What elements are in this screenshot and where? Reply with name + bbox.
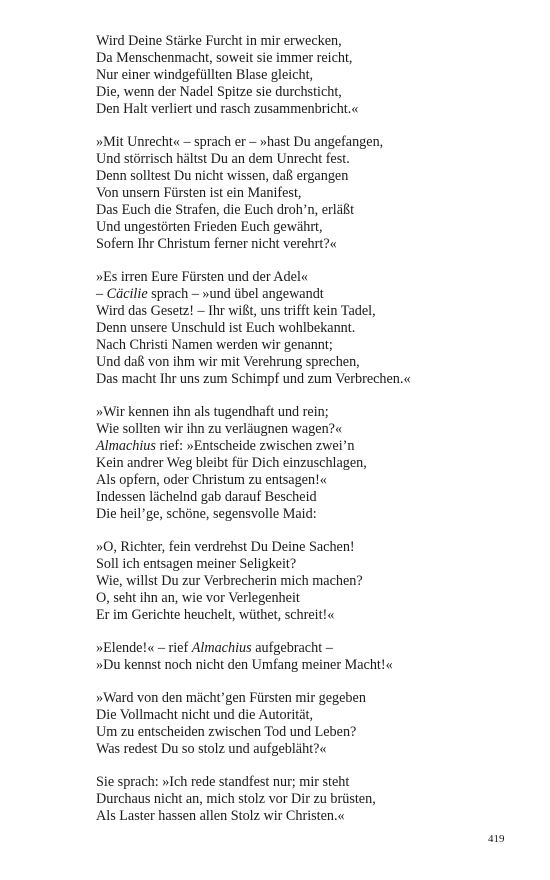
verse-text: Sofern Ihr Christum ferner nicht verehrt?« bbox=[96, 236, 337, 252]
verse-line bbox=[96, 741, 526, 758]
verse-line bbox=[96, 320, 526, 337]
verse-text: Was redest Du so stolz und aufgebläht?« bbox=[96, 741, 327, 757]
verse-text: Indessen lächelnd gab darauf Bescheid bbox=[96, 489, 317, 505]
verse-line bbox=[96, 607, 526, 624]
verse-text: »Mit Unrecht« – sprach er – »hast Du angefangen, bbox=[96, 134, 384, 150]
verse-line bbox=[96, 134, 526, 151]
verse-text: rief: »Entscheide zwischen zwei’n bbox=[155, 438, 355, 454]
verse-line bbox=[96, 185, 526, 202]
verse-line bbox=[96, 219, 526, 236]
verse-text: »O, Richter, fein verdrehst Du Deine Sachen! bbox=[96, 539, 355, 555]
verse-text: Nur einer windgefüllten Blase gleicht, bbox=[96, 67, 314, 83]
verse-line bbox=[96, 573, 526, 590]
verse-line bbox=[96, 67, 526, 84]
stanza bbox=[96, 640, 526, 674]
verse-line bbox=[96, 539, 526, 556]
verse-line bbox=[96, 657, 526, 674]
verse-line bbox=[96, 286, 526, 303]
verse-line bbox=[96, 489, 526, 506]
stanza bbox=[96, 539, 526, 624]
verse-line bbox=[96, 33, 526, 50]
verse-line bbox=[96, 455, 526, 472]
italic-name: Cäcilie bbox=[106, 286, 148, 302]
verse-line bbox=[96, 50, 526, 67]
verse-text: Die heil’ge, schöne, segensvolle Maid: bbox=[96, 506, 317, 522]
verse-text: Als opfern, oder Christum zu entsagen!« bbox=[96, 472, 327, 488]
verse-line bbox=[96, 774, 526, 791]
verse-text: Kein andrer Weg bleibt für Dich einzuschlagen, bbox=[96, 455, 367, 471]
verse-text: »Wir kennen ihn als tugendhaft und rein; bbox=[96, 404, 329, 420]
stanza bbox=[96, 33, 526, 118]
page-number: 419 bbox=[488, 833, 505, 845]
verse-text: aufgebracht – bbox=[251, 640, 333, 656]
verse-text: Sie sprach: »Ich rede standfest nur; mir steht bbox=[96, 774, 350, 790]
verse-line bbox=[96, 421, 526, 438]
verse-text: Von unsern Fürsten ist ein Manifest, bbox=[96, 185, 302, 201]
verse-line bbox=[96, 303, 526, 320]
verse-text: Soll ich entsagen meiner Seligkeit? bbox=[96, 556, 297, 572]
verse-line bbox=[96, 690, 526, 707]
verse-text: Das Euch die Strafen, die Euch droh’n, erläßt bbox=[96, 202, 355, 218]
verse-text: Durchaus nicht an, mich stolz vor Dir zu brüsten, bbox=[96, 791, 376, 807]
verse-line bbox=[96, 472, 526, 489]
verse-text: – bbox=[96, 286, 107, 302]
verse-line bbox=[96, 438, 526, 455]
verse-line bbox=[96, 236, 526, 253]
verse-text: Nach Christi Namen werden wir genannt; bbox=[96, 337, 333, 353]
poem-text bbox=[96, 33, 526, 841]
verse-text: Wird das Gesetz! – Ihr wißt, uns trifft kein Tadel, bbox=[96, 303, 376, 319]
verse-text: Das macht Ihr uns zum Schimpf und zum Verbrechen.« bbox=[96, 371, 411, 387]
verse-text: sprach – »und übel angewandt bbox=[147, 286, 324, 302]
verse-line bbox=[96, 707, 526, 724]
verse-text: »Du kennst noch nicht den Umfang meiner Macht!« bbox=[96, 657, 393, 673]
verse-text: »Es irren Eure Fürsten und der Adel« bbox=[96, 269, 308, 285]
verse-text: Wie sollten wir ihn zu verläugnen wagen?« bbox=[96, 421, 343, 437]
verse-line bbox=[96, 371, 526, 388]
verse-line bbox=[96, 202, 526, 219]
italic-name: Almachius bbox=[191, 640, 252, 656]
verse-line bbox=[96, 556, 526, 573]
stanza bbox=[96, 134, 526, 253]
verse-text: Um zu entscheiden zwischen Tod und Leben? bbox=[96, 724, 357, 740]
verse-line bbox=[96, 808, 526, 825]
verse-text: Als Laster hassen allen Stolz wir Christen.« bbox=[96, 808, 345, 824]
stanza bbox=[96, 774, 526, 825]
verse-text: O, seht ihn an, wie vor Verlegenheit bbox=[96, 590, 300, 606]
verse-text: Denn unsere Unschuld ist Euch wohlbekannt. bbox=[96, 320, 356, 336]
verse-text: Wird Deine Stärke Furcht in mir erwecken, bbox=[96, 33, 342, 49]
verse-line bbox=[96, 506, 526, 523]
verse-line bbox=[96, 151, 526, 168]
verse-line bbox=[96, 724, 526, 741]
verse-line bbox=[96, 84, 526, 101]
verse-text: Den Halt verliert und rasch zusammenbricht.« bbox=[96, 101, 359, 117]
verse-text: Da Menschenmacht, soweit sie immer reicht, bbox=[96, 50, 353, 66]
verse-line bbox=[96, 168, 526, 185]
verse-text: »Elende!« – rief bbox=[96, 640, 192, 656]
verse-line bbox=[96, 269, 526, 286]
verse-line bbox=[96, 354, 526, 371]
verse-text: »Ward von den mächt’gen Fürsten mir gegeben bbox=[96, 690, 366, 706]
verse-text: Und störrisch hältst Du an dem Unrecht fest. bbox=[96, 151, 350, 167]
verse-line bbox=[96, 640, 526, 657]
stanza bbox=[96, 404, 526, 523]
stanza bbox=[96, 269, 526, 388]
verse-text: Die, wenn der Nadel Spitze sie durchsticht, bbox=[96, 84, 342, 100]
verse-text: Und ungestörten Frieden Euch gewährt, bbox=[96, 219, 323, 235]
verse-text: Die Vollmacht nicht und die Autorität, bbox=[96, 707, 313, 723]
verse-text: Wie, willst Du zur Verbrecherin mich machen? bbox=[96, 573, 363, 589]
verse-text: Er im Gerichte heuchelt, wüthet, schreit!« bbox=[96, 607, 335, 623]
verse-text: Denn solltest Du nicht wissen, daß ergangen bbox=[96, 168, 349, 184]
verse-text: Und daß von ihm wir mit Verehrung sprechen, bbox=[96, 354, 360, 370]
verse-line bbox=[96, 791, 526, 808]
italic-name: Almachius bbox=[96, 438, 156, 454]
stanza bbox=[96, 690, 526, 758]
verse-line bbox=[96, 404, 526, 421]
verse-line bbox=[96, 337, 526, 354]
verse-line bbox=[96, 590, 526, 607]
verse-line bbox=[96, 101, 526, 118]
